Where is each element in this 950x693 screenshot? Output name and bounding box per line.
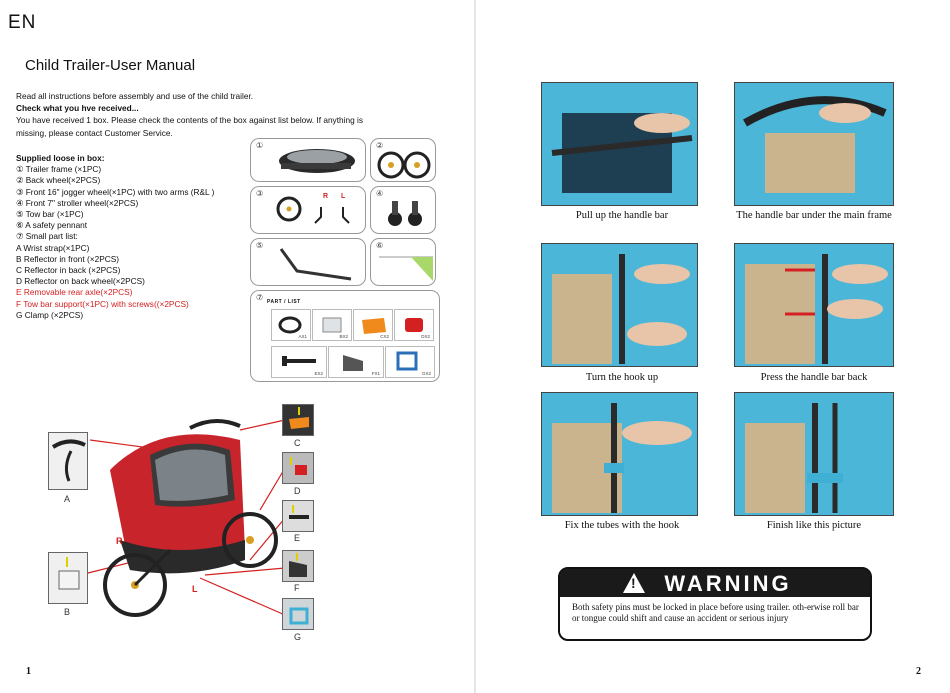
detail-photo-a — [48, 432, 88, 490]
detail-label-f: F — [294, 583, 300, 593]
trailer-frame-icon — [251, 139, 367, 183]
step-photo-5 — [541, 392, 698, 516]
list-item: G Clamp (×2PCS) — [16, 309, 84, 320]
step-caption-2: The handle bar under the main frame — [736, 210, 892, 221]
list-item: ⑦ Small part list: — [16, 231, 78, 242]
step-caption-4: Press the handle bar back — [760, 372, 868, 383]
right-arm-label: R — [323, 193, 329, 200]
step-photo-6 — [734, 392, 894, 516]
step-photo-1 — [541, 82, 698, 206]
left-side-label: L — [192, 584, 198, 594]
language-label: EN — [8, 12, 37, 33]
intro-line-3: missing, please contact Customer Service. — [16, 127, 173, 138]
warning-header — [560, 569, 870, 597]
stroller-wheels-icon — [371, 187, 437, 235]
list-item: ① Trailer frame (×1PC) — [16, 164, 102, 175]
check-heading: Check what you hve received... — [16, 103, 139, 114]
list-item: B Reflector in front (×2PCS) — [16, 253, 120, 264]
list-item: ⑥ A safety pennant — [16, 220, 88, 231]
part-box-safety-pennant — [370, 238, 436, 286]
intro-line-2: You have received 1 box. Please check the contents of the box against list below. If anything is — [16, 115, 363, 126]
part-number: ⑦ — [256, 293, 264, 302]
list-item-red: E Removable rear axle(×2PCS) — [16, 287, 133, 298]
part-box-back-wheels — [370, 138, 436, 182]
part-cell-d — [394, 309, 434, 341]
front-reflector-photo-icon — [49, 553, 88, 604]
supplied-list — [16, 153, 246, 321]
detail-photo-g — [282, 598, 314, 630]
cell-label: FX1 — [371, 371, 380, 376]
detail-label-c: C — [294, 438, 301, 448]
fix-tubes-photo-icon — [542, 393, 698, 516]
back-reflector-photo-icon — [283, 405, 314, 436]
part-cell-g — [385, 346, 435, 378]
intro-text — [16, 90, 436, 139]
part-box-tow-bar — [250, 238, 366, 286]
part-number: ④ — [376, 189, 384, 198]
wrist-strap-photo-icon — [49, 433, 88, 490]
cell-label: CX2 — [380, 334, 389, 339]
part-number: ③ — [256, 189, 264, 198]
list-item: ③ Front 16" jogger wheel(×1PC) with two arms (R&L ) — [16, 186, 215, 197]
part-list-title: PART / LIST — [267, 299, 301, 305]
wheel-reflector-photo-icon — [283, 453, 314, 484]
detail-photo-b — [48, 552, 88, 604]
cell-label: GX2 — [421, 371, 431, 376]
cell-label: DX2 — [421, 334, 430, 339]
detail-label-d: D — [294, 486, 301, 496]
right-side-label: R — [116, 536, 123, 546]
list-item: A Wrist strap(×1PC) — [16, 242, 90, 253]
tow-bar-support-photo-icon — [283, 551, 314, 582]
pull-handle-photo-icon — [542, 83, 698, 206]
supplied-heading: Supplied loose in box: — [16, 153, 105, 163]
step-photo-2 — [734, 82, 894, 206]
part-number: ② — [376, 141, 384, 150]
list-item: ② Back wheel(×2PCS) — [16, 175, 101, 186]
safety-pennant-icon — [371, 239, 437, 287]
intro-line-1: Read all instructions before assembly and use of the child trailer. — [16, 91, 254, 101]
back-wheels-icon — [371, 139, 437, 183]
part-box-small-parts — [250, 290, 440, 382]
part-cell-e — [271, 346, 327, 378]
detail-photo-d — [282, 452, 314, 484]
part-cell-a — [271, 309, 311, 341]
step-caption-5: Fix the tubes with the hook — [564, 520, 680, 531]
warning-text: Both safety pins must be locked in place before using trailer. oth-erwise roll bar or tongue could shift and cause an accident or serious injury — [572, 602, 859, 623]
detail-photo-c — [282, 404, 314, 436]
list-item: C Reflector in back (×2PCS) — [16, 265, 121, 276]
list-item-red: F Tow bar support(×1PC) with screws((×2PCS) — [16, 298, 189, 309]
cell-label: AX1 — [298, 334, 307, 339]
cell-label: EX2 — [314, 371, 323, 376]
list-item: D Reflector on back wheel(×2PCS) — [16, 276, 145, 287]
detail-label-g: G — [294, 632, 302, 642]
part-number: ⑤ — [256, 241, 264, 250]
detail-label-e: E — [294, 533, 301, 543]
warning-title: WARNING — [664, 571, 792, 596]
part-box-stroller-wheels — [370, 186, 436, 234]
part-number: ① — [256, 141, 264, 150]
list-item: ⑤ Tow bar (×1PC) — [16, 209, 84, 220]
clamp-photo-icon — [283, 599, 314, 630]
handle-under-frame-photo-icon — [735, 83, 894, 206]
step-photo-4 — [734, 243, 894, 367]
rear-axle-photo-icon — [283, 501, 314, 532]
part-box-jogger-wheel — [250, 186, 366, 234]
step-caption-6: Finish like this picture — [766, 520, 862, 531]
press-handle-photo-icon — [735, 244, 894, 367]
page-number-left: 1 — [26, 666, 31, 677]
step-caption-1: Pull up the handle bar — [575, 210, 669, 221]
jogger-wheel-icon — [251, 187, 367, 235]
detail-label-b: B — [64, 607, 71, 617]
warning-box — [558, 567, 872, 641]
part-number: ⑥ — [376, 241, 384, 250]
turn-hook-photo-icon — [542, 244, 698, 367]
part-box-trailer-frame — [250, 138, 366, 182]
detail-label-a: A — [64, 494, 71, 504]
finished-photo-icon — [735, 393, 894, 516]
cell-label: BX2 — [339, 334, 348, 339]
part-cell-b — [312, 309, 352, 341]
detail-photo-f — [282, 550, 314, 582]
page-number-right: 2 — [916, 666, 921, 677]
tow-bar-icon — [251, 239, 367, 287]
step-caption-3: Turn the hook up — [585, 372, 659, 383]
detail-photo-e — [282, 500, 314, 532]
warning-exclamation: ! — [631, 575, 636, 591]
step-photo-3 — [541, 243, 698, 367]
list-item: ④ Front 7" stroller wheel(×2PCS) — [16, 197, 139, 208]
part-cell-c — [353, 309, 393, 341]
manual-title: Child Trailer-User Manual — [25, 57, 196, 74]
left-arm-label: L — [341, 193, 346, 200]
part-cell-f — [328, 346, 384, 378]
